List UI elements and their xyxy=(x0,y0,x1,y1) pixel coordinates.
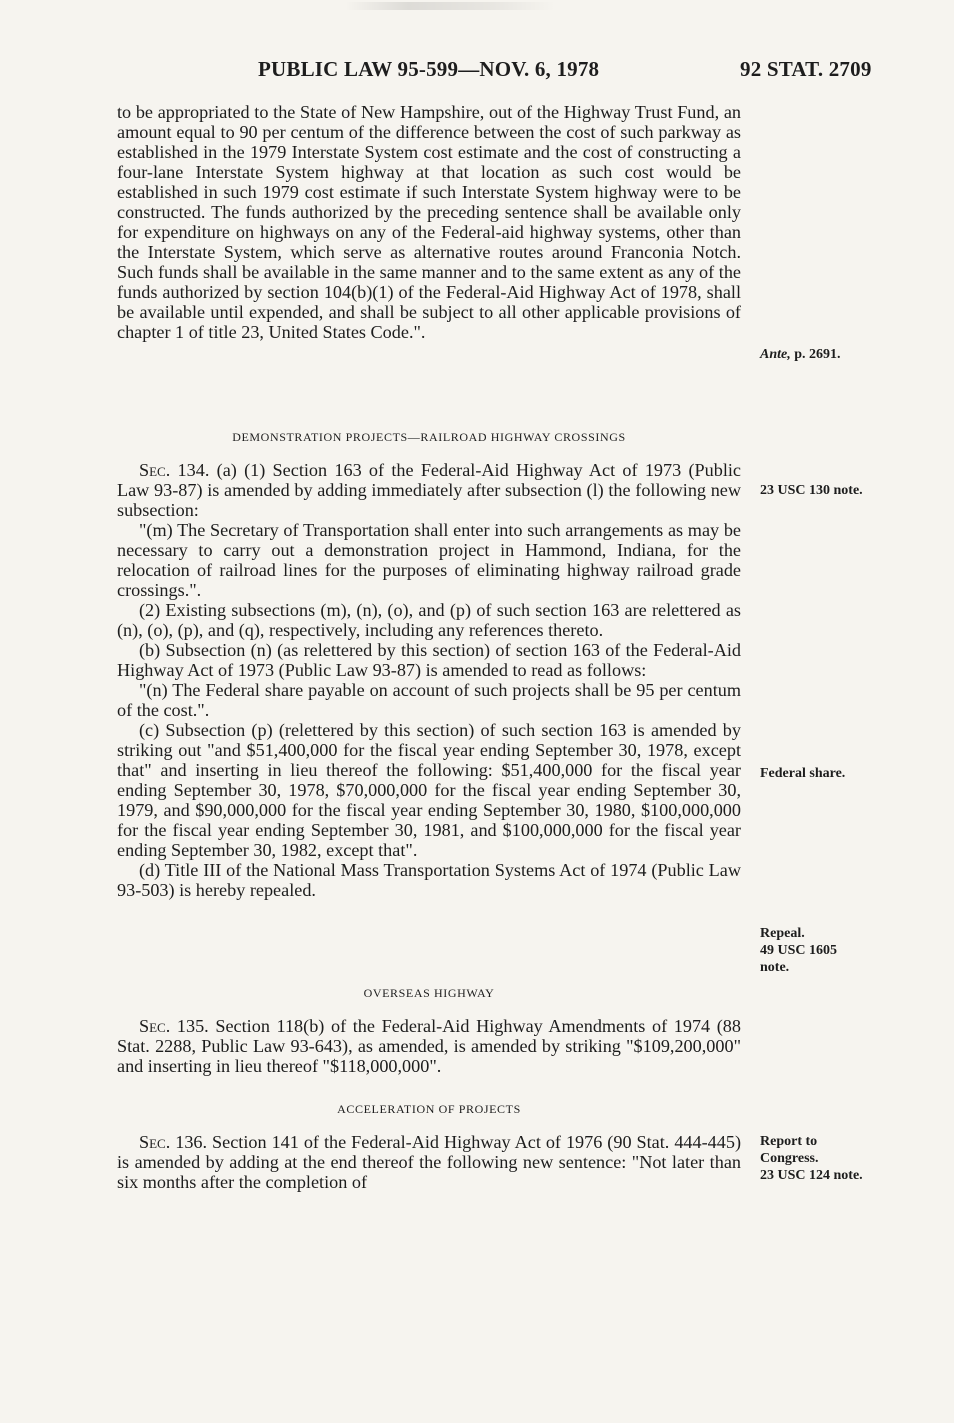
section-heading-acceleration: ACCELERATION OF PROJECTS xyxy=(337,1102,521,1116)
section-heading-overseas: OVERSEAS HIGHWAY xyxy=(363,986,495,1000)
margin-note-line: Report to xyxy=(760,1134,818,1149)
paragraph xyxy=(117,1132,741,1192)
margin-note-line: 23 USC 124 note. xyxy=(760,1168,863,1183)
paragraph xyxy=(117,460,741,520)
section-heading-demonstration: DEMONSTRATION PROJECTS—RAILROAD HIGHWAY CROSSINGS xyxy=(232,430,626,444)
section-136-block xyxy=(117,1132,741,1192)
running-header-title: PUBLIC LAW 95-599—NOV. 6, 1978 xyxy=(258,57,600,81)
running-header-stat: 92 STAT. 2709 xyxy=(740,57,872,81)
margin-note-usc-130: 23 USC 130 note. xyxy=(760,483,863,498)
margin-note-line: Repeal. xyxy=(760,926,805,941)
margin-note-federal-share: Federal share. xyxy=(760,766,846,781)
margin-note-ante-page: p. 2691. xyxy=(794,347,841,362)
margin-note-line: Congress. xyxy=(760,1151,819,1166)
section-label: Sec. 136. xyxy=(139,1132,208,1152)
paragraph-text: Section 141 of the Federal-Aid Highway Act of 1976 (90 Stat. 444-445) is amended by adding at the end thereof the following new sentence: "Not later than six months after the completion of xyxy=(117,1132,741,1192)
margin-note-line: note. xyxy=(760,960,790,975)
continued-text-block xyxy=(117,102,741,342)
margin-note-line: 49 USC 1605 xyxy=(760,943,838,958)
paragraph xyxy=(117,1016,741,1076)
paragraph: (c) Subsection (p) (relettered by this section) of such section 163 is amended by striking out "and $51,400,000 for the fiscal year ending September 30, 1978, except that" and inserting in lieu thereof the following: $51,400,000 for the fiscal year ending September 30, 1978, $70,000,000 for the fiscal year ending September 30, 1979, and $90,000,000 for the fiscal year ending September 30, 1980, $100,000,000 for the fiscal year ending September 30, 1981, and $100,000,000 for the fiscal year ending September 30, 1982, except that". xyxy=(117,720,741,860)
section-label: Sec. 135. xyxy=(139,1016,209,1036)
paragraph: "(m) The Secretary of Transportation shall enter into such arrangements as may be necessary to carry out a demonstration project in Hammond, Indiana, for the relocation of railroad lines for the purposes of eliminating highway railroad grade crossings.". xyxy=(117,520,741,600)
paragraph: (2) Existing subsections (m), (n), (o), and (p) of such section 163 are relettered as (n), (o), (p), and (q), respectively, including any references thereto. xyxy=(117,600,741,640)
margin-note-report xyxy=(760,1133,863,1184)
section-134-block xyxy=(117,460,741,900)
margin-note-ante xyxy=(760,346,841,363)
section-label: Sec. 134. xyxy=(139,460,210,480)
section-135-block xyxy=(117,1016,741,1076)
paragraph-text: (a) (1) Section 163 of the Federal-Aid Highway Act of 1973 (Public Law 93-87) is amended by adding immediately after subsection (l) the following new subsection: xyxy=(117,460,742,520)
margin-note-ante-italic: Ante, xyxy=(760,347,791,362)
paragraph: "(n) The Federal share payable on account of such projects shall be 95 per centum of the cost.". xyxy=(117,680,741,720)
paragraph-text: Section 118(b) of the Federal-Aid Highway Amendments of 1974 (88 Stat. 2288, Public Law 93-643), as amended, is amended by striking "$109,200,000" and inserting in lieu thereof "$118,000,000". xyxy=(117,1016,741,1076)
scan-artifact xyxy=(345,2,555,10)
paragraph: (b) Subsection (n) (as relettered by this section) of section 163 of the Federal-Aid Highway Act of 1973 (Public Law 93-87) is amended to read as follows: xyxy=(117,640,741,680)
paragraph: (d) Title III of the National Mass Transportation Systems Act of 1974 (Public Law 93-503) is hereby repealed. xyxy=(117,860,741,900)
margin-note-repeal xyxy=(760,925,837,976)
paragraph: to be appropriated to the State of New Hampshire, out of the Highway Trust Fund, an amount equal to 90 per centum of the difference between the cost of such parkway as established in the 1979 Interstate System cost estimate and the cost of constructing a four-lane Interstate System highway at that location as such cost would be established in such 1979 cost estimate if such Interstate System highway were to be constructed. The funds authorized by the preceding sentence shall be available only for expenditure on highways on any of the Federal-aid highway systems, other than the Interstate System, which serve as alternative routes around Franconia Notch. Such funds shall be available in the same manner and to the same extent as any of the funds authorized by section 104(b)(1) of the Federal-Aid Highway Act of 1978, shall be available until expended, and shall be subject to all other applicable provisions of chapter 1 of title 23, United States Code.". xyxy=(117,102,741,342)
